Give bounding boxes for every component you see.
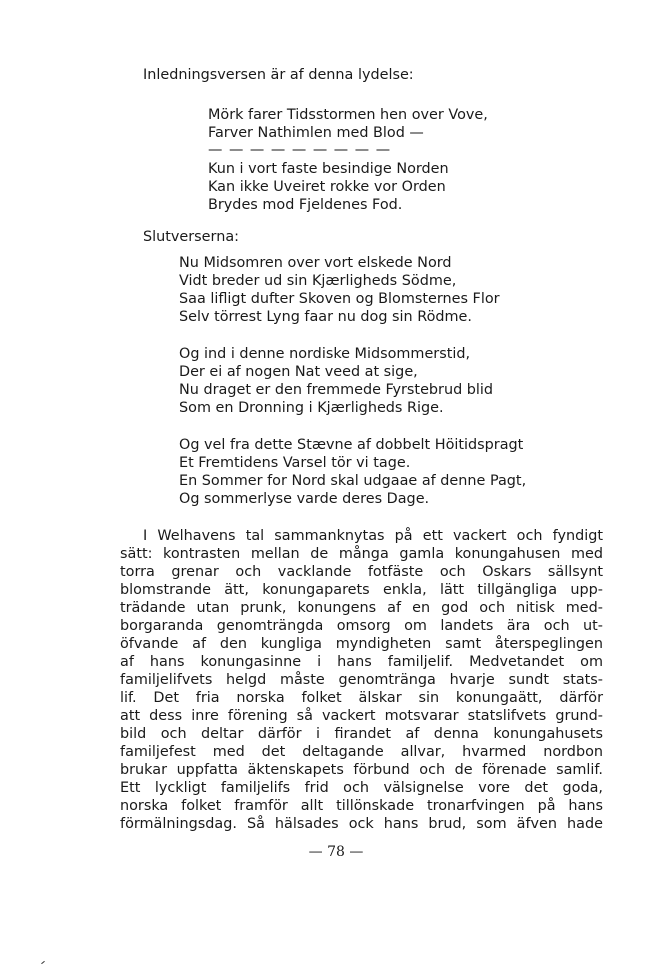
paragraph-line: Ett lyckligt familjelifs frid och välsignelse vore det goda, — [120, 780, 603, 796]
paragraph-line: af hans konungasinne i hans familjelif. Medvetandet om — [120, 654, 603, 670]
verse-line: Saa lifligt dufter Skoven og Blomsternes Flor — [179, 291, 500, 307]
paragraph-line: öfvande af den kungliga myndigheten samt återspeglingen — [120, 636, 603, 652]
verse-ellipsis-dashes: — — — — — — — — — — [208, 142, 392, 158]
verse-line: Kun i vort faste besindige Norden — [208, 161, 449, 177]
verse-line: Nu Midsomren over vort elskede Nord — [179, 255, 452, 271]
verse-line: En Sommer for Nord skal udgaae af denne Pagt, — [179, 473, 527, 489]
verse-line: Et Fremtidens Varsel tör vi tage. — [179, 455, 411, 471]
paragraph-line: I Welhavens tal sammanknytas på ett vackert och fyndigt — [143, 528, 603, 544]
paragraph-line: sätt: kontrasten mellan de många gamla konungahusen med — [120, 546, 603, 562]
paragraph-line: norska folket framför allt tillönskade tronarfvingen på hans — [120, 798, 603, 814]
paragraph-line: bild och deltar därför i firandet af denna konungahusets — [120, 726, 603, 742]
verse-line: Vidt breder ud sin Kjærligheds Södme, — [179, 273, 457, 289]
paragraph-line: familjelifvets helgd måste genomtränga hvarje sundt stats- — [120, 672, 603, 688]
verse-line: Farver Nathimlen med Blod — — [208, 125, 424, 141]
verse-line: Selv törrest Lyng faar nu dog sin Rödme. — [179, 309, 472, 325]
verse-line: Der ei af nogen Nat veed at sige, — [179, 364, 418, 380]
verse-line: Og ind i denne nordiske Midsommerstid, — [179, 346, 471, 362]
verse-line: Nu draget er den fremmede Fyrstebrud blid — [179, 382, 494, 398]
closing-label: Slutverserna: — [143, 229, 239, 245]
paragraph-line: familjefest med det deltagande allvar, hvarmed nordbon — [120, 744, 603, 760]
paragraph-line: trädande utan prunk, konungens af en god och nitisk med- — [120, 600, 603, 616]
verse-line: Og sommerlyse varde deres Dage. — [179, 491, 430, 507]
verse-line: Og vel fra dette Stævne af dobbelt Höitidspragt — [179, 437, 524, 453]
paragraph-line: blomstrande ätt, konungaparets enkla, lätt tillgängliga upp- — [120, 582, 603, 598]
paragraph-line: förmälningsdag. Så hälsades ock hans brud, som äfven hade — [120, 816, 603, 832]
verse-line: Som en Dronning i Kjærligheds Rige. — [179, 400, 444, 416]
page-number: — 78 — — [308, 844, 364, 860]
paragraph-line: brukar uppfatta äktenskapets förbund och de förenade samlif. — [120, 762, 603, 778]
verse-line: Mörk farer Tidsstormen hen over Vove, — [208, 107, 488, 123]
scan-speck — [41, 961, 45, 964]
verse-line: Brydes mod Fjeldenes Fod. — [208, 197, 403, 213]
paragraph-line: torra grenar och vacklande fotfäste och Oskars sällsynt — [120, 564, 603, 580]
intro-label: Inledningsversen är af denna lydelse: — [143, 67, 414, 83]
verse-line: Kan ikke Uveiret rokke vor Orden — [208, 179, 446, 195]
paragraph-line: borgaranda genomträngda omsorg om landets ära och ut- — [120, 618, 603, 634]
paragraph-line: lif. Det fria norska folket älskar sin konungaätt, därför — [120, 690, 603, 706]
paragraph-line: att dess inre förening så vackert motsvarar statslifvets grund- — [120, 708, 603, 724]
